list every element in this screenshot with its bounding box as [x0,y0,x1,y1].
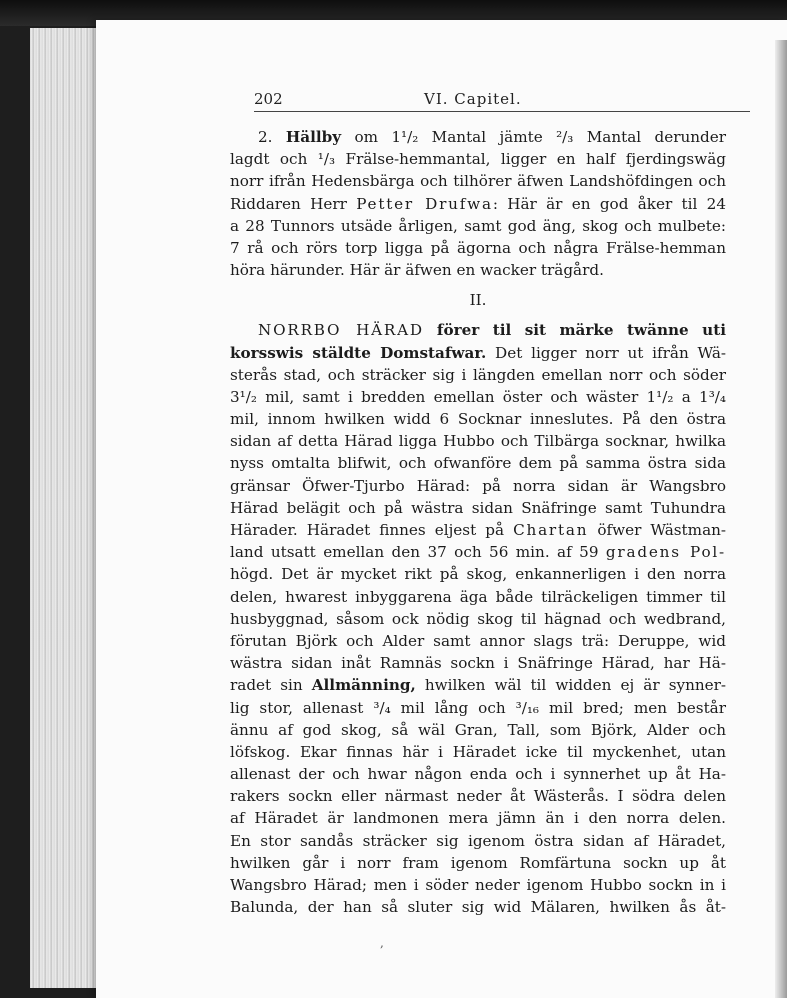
text-line: allenast der och hwar någon enda och i synnerhet up åt Ha- [230,765,726,784]
text-line: radet sin Allmänning, hwilken wäl til widden ej är synner- [230,676,727,695]
district-name: NORRBO HÄRAD [258,321,424,340]
body-text [230,126,726,918]
bold-heading: korsswis stäldte Domstafwar. [230,343,487,362]
header-rule [254,111,750,112]
bold-heading: förer til sit märke twänne uti [436,321,727,340]
text-line: husbyggnad, såsom ock nödig skog til hägnad och wedbrand, [230,609,726,628]
text-line: högd. Det är mycket rikt på skog, enkannerligen i den norra [230,565,726,584]
text-line: 2. Hällby om 1¹/₂ Mantal jämte ²/₃ Mantal derunder [258,128,727,146]
estate-name: Hällby [285,128,342,146]
text-line: gränsar Öfwer-Tjurbo Härad: på norra sidan är Wangsbro [230,476,726,495]
text-line: a 28 Tunnors utsäde årligen, samt god äng, skog och mulbete: [230,216,726,235]
text-line: mil, innom hwilken widd 6 Socknar inneslutes. På den östra [230,410,726,429]
text-line: nyss omtalta blifwit, och ofwanföre dem på samma östra sida [230,454,726,473]
text-line: af Häradet är landmonen mera jämn än i den norra delen. [230,809,726,828]
page-number: 202 [254,90,283,108]
text-line: höra härunder. Här är äfwen en wacker trägård. [230,261,604,280]
map-name: Chartan [513,521,589,539]
text-line: lig stor, allenast ³/₄ mil lång och ³/₁₆ mil bred; men består [230,698,726,717]
text-line: förutan Björk och Alder samt annor slags trä: Deruppe, wid [230,631,726,650]
text-line: Wangsbro Härad; men i söder neder igenom Hubbo sockn in i [230,876,726,894]
text-line: Riddaren Herr Petter Drufwa: Här är en god åker til 24 [230,194,727,213]
text-line: sterås stad, och sträcker sig i längden emellan norr och söder [230,365,726,384]
text-line: 7 rå och rörs torp ligga på ägorna och några Frälse-hemman [230,238,726,257]
text-line: wästra sidan inåt Ramnäs sockn i Snäfringe Härad, har Hä- [230,654,726,673]
running-header [254,90,750,112]
text-line: rakers sockn eller närmast neder åt Wästerås. I södra delen [230,787,726,806]
text-line: norr ifrån Hedensbärga och tilhörer äfwen Landshöfdingen och [230,172,726,191]
section-number: 2. [258,128,273,146]
text-line: delen, hwarest inbyggarena äga både tilräckeligen timmer til [230,587,726,606]
text-line: En stor sandås sträcker sig igenom östra sidan af Häradet, [230,831,726,850]
person-name: Petter Drufwa [356,194,493,213]
text-line: sidan af detta Härad ligga Hubbo och Tilbärga socknar, hwilka [230,432,726,451]
text-line: 3¹/₂ mil, samt i bredden emellan öster och wäster 1¹/₂ a 1³/₄ [230,387,726,406]
chapter-title: VI. Capitel. [424,90,522,108]
bold-term: Allmänning, [311,676,416,695]
footer-mark: , [380,936,384,950]
text-line [230,319,726,341]
text-line: löfskog. Ekar finnas här i Häradet icke til myckenhet, utan [230,742,726,761]
text-line: ännu af god skog, så wäl Gran, Tall, som Björk, Alder och [230,720,726,739]
text-line: land utsatt emellan den 37 och 56 min. af 59 gradens Pol- [230,543,726,562]
text-line: Härad belägit och på wästra sidan Snäfringe samt Tuhundra [230,498,726,517]
page-right-fold [775,40,787,998]
section-numeral: II. [469,291,487,310]
text-line: hwilken går i norr fram igenom Romfärtuna sockn up åt [230,853,726,872]
text-line: lagdt och ¹/₃ Frälse-hemmantal, ligger en half fjerdingswäg [230,150,726,169]
text-line: korsswis stäldte Domstafwar. Det ligger norr ut ifrån Wä- [230,343,726,362]
text-line: Balunda, der han så sluter sig wid Mälaren, hwilken ås åt- [230,898,726,917]
text-line: Härader. Häradet finnes eljest på Chartan öfwer Wästman- [230,521,727,539]
